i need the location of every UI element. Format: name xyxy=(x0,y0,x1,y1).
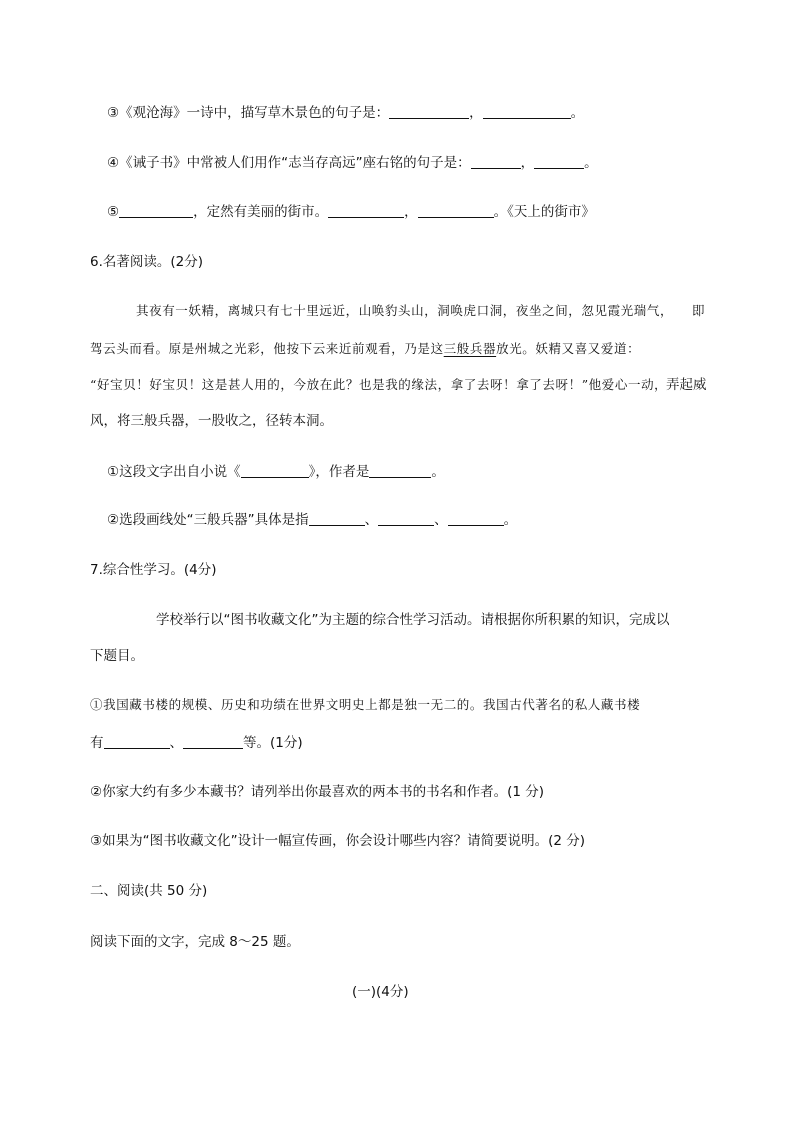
answer-blank[interactable] xyxy=(378,511,434,526)
passage-line: “好宝贝！好宝贝！这是甚人用的，今放在此？也是我的缘法，拿了去呀！拿了去呀！”他爱心一动， xyxy=(90,377,668,392)
q7-intro: 下题目。 xyxy=(90,648,144,664)
q5-item5: ⑤ ，定然有美丽的街市。 ， 。《天上的街市》 xyxy=(107,204,595,220)
section-instruction: 阅读下面的文字，完成 8～25 题。 xyxy=(90,934,300,950)
q7-sub3: ③如果为“图书收藏文化”设计一幅宣传画，你会设计哪些内容？请简要说明。(2 分) xyxy=(90,833,586,849)
passage-line: 其夜有一妖精，离城只有七十里远近，山唤豹头山，洞唤虎口洞，夜坐之间，忽见霞光瑞气， xyxy=(136,303,674,318)
q7-sub2: ②你家大约有多少本藏书？请列举出你最喜欢的两本书的书名和作者。(1 分) xyxy=(90,784,545,800)
passage-line: 即 xyxy=(692,303,706,318)
q5-item3-text: ③《观沧海》一诗中，描写草木景色的句子是： xyxy=(107,105,390,121)
passage-line: 驾云头而看。原是州城之光彩，他按下云来近前观看，乃是这三般兵器放光。妖精又喜又爱道： xyxy=(90,341,641,356)
answer-blank[interactable] xyxy=(369,463,431,478)
answer-blank[interactable] xyxy=(119,203,193,218)
answer-blank[interactable] xyxy=(104,734,170,749)
answer-blank[interactable] xyxy=(328,203,404,218)
answer-blank[interactable] xyxy=(241,463,309,478)
answer-blank[interactable] xyxy=(534,154,584,169)
passage-line: 风，将三般兵器，一股收之，径转本洞。 xyxy=(90,413,333,429)
answer-blank[interactable] xyxy=(389,104,469,119)
answer-blank[interactable] xyxy=(448,511,504,526)
answer-blank[interactable] xyxy=(309,511,365,526)
answer-blank[interactable] xyxy=(471,154,521,169)
q7-intro: 学校举行以“图书收藏文化”为主题的综合性学习活动。请根据你所积累的知识，完成以 xyxy=(156,612,670,628)
answer-blank[interactable] xyxy=(418,203,494,218)
q6-sub2: ②选段画线处“三般兵器”具体是指 、 、 。 xyxy=(107,512,518,528)
q7-sub1: ①我国藏书楼的规模、历史和功绩在世界文明史上都是独一无二的。我国古代著名的私人藏书楼 xyxy=(90,697,641,712)
q7-title: 7.综合性学习。(4分) xyxy=(90,562,217,578)
section-title: 二、阅读(共 50 分) xyxy=(90,883,208,899)
answer-blank[interactable] xyxy=(183,734,243,749)
underlined-phrase: 三般兵器 xyxy=(443,341,497,356)
q6-sub1: ①这段文字出自小说《 》，作者是 。 xyxy=(107,464,445,480)
q7-sub1: 有 、 等。(1分) xyxy=(90,735,303,751)
q5-item4: ④《诫子书》中常被人们用作“志当存高远”座右铭的句子是： ， 。 xyxy=(107,155,598,171)
passage-line: 弄起威 xyxy=(666,377,707,393)
q6-title: 6.名著阅读。(2分) xyxy=(90,254,204,270)
answer-blank[interactable] xyxy=(483,104,571,119)
q5-item3: ③《观沧海》一诗中，描写草木景色的句子是： ， 。 xyxy=(107,105,585,121)
part-heading: (一)(4分) xyxy=(352,984,409,1000)
q5-item4-text: ④《诫子书》中常被人们用作“志当存高远”座右铭的句子是： xyxy=(107,155,471,171)
